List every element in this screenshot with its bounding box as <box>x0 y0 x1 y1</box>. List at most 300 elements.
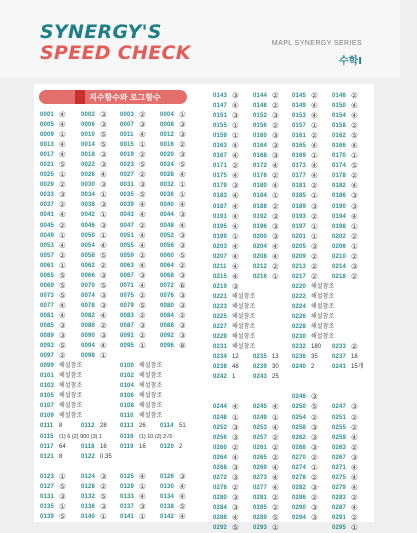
problem-number: 0257 <box>253 434 267 441</box>
answer-value: ③ <box>100 160 107 170</box>
problem-number: 0285 <box>253 504 267 511</box>
answer-value: ① <box>311 121 318 131</box>
problem-number: 0091 <box>120 333 134 340</box>
problem-number: 0267 <box>332 454 346 461</box>
answer-value: ③ <box>179 240 186 250</box>
answer-value: ④ <box>232 402 239 412</box>
answer-row <box>332 362 417 372</box>
problem-number: 0242 <box>213 374 227 381</box>
answer-value: 해설참조 <box>59 383 83 390</box>
problem-number: 0113 <box>120 423 134 430</box>
answer-value: ③ <box>100 220 107 230</box>
answer-value: ③ <box>100 290 107 300</box>
problem-number: 0151 <box>213 113 227 120</box>
problem-number: 0198 <box>332 223 346 230</box>
answer-value: ④ <box>100 170 107 180</box>
problem-number: 0099 <box>40 363 54 370</box>
answer-value: ① <box>351 523 358 533</box>
problem-number: 0082 <box>81 312 95 319</box>
answer-value: ④ <box>59 110 66 119</box>
answer-value: ② <box>272 101 279 111</box>
problem-number: 0010 <box>81 132 95 139</box>
problem-number: 0066 <box>81 272 95 279</box>
answer-value: 8 <box>59 423 63 430</box>
problem-number: 0112 <box>81 423 95 430</box>
problem-number: 0025 <box>40 172 54 179</box>
problem-number: 0027 <box>120 172 134 179</box>
problem-number: 0035 <box>120 192 134 199</box>
answer-value: ② <box>179 310 186 320</box>
answer-value: ③ <box>59 491 66 501</box>
problem-number: 0266 <box>292 444 306 451</box>
answer-value: ① <box>179 190 186 200</box>
problem-number: 0133 <box>120 493 134 500</box>
answer-value: ④ <box>179 491 186 501</box>
answer-value: ⑤ <box>179 250 186 260</box>
problem-number: 0281 <box>253 494 267 501</box>
answer-value: ② <box>232 482 239 492</box>
problem-number: 0209 <box>292 253 306 260</box>
problem-number: 0255 <box>332 424 346 431</box>
problem-number: 0245 <box>253 404 267 411</box>
problem-number: 0274 <box>292 464 306 471</box>
problem-number: 0156 <box>253 123 267 130</box>
answer-value: 28 <box>100 423 107 430</box>
answer-value: ① <box>232 231 239 241</box>
problem-number: 0092 <box>160 333 174 340</box>
answer-value: ② <box>272 442 279 452</box>
answer-value: ② <box>232 442 239 452</box>
answer-row <box>332 473 417 483</box>
answer-value: ④ <box>272 462 279 472</box>
answer-value: ⑧ <box>179 341 186 351</box>
answer-row <box>332 242 417 252</box>
problem-number: 0125 <box>120 473 134 480</box>
problem-number: 0101 <box>40 373 54 380</box>
problem-number: 0015 <box>120 142 134 149</box>
answer-value: ⑤ <box>139 160 146 170</box>
answer-value: ④ <box>232 101 239 111</box>
answer-value: ② <box>311 472 318 482</box>
answer-value: ④ <box>139 260 146 270</box>
problem-number: 0275 <box>332 474 346 481</box>
answer-row <box>332 232 417 242</box>
answer-value: ② <box>59 200 66 210</box>
problem-number: 0219 <box>213 283 227 290</box>
problem-number: 0084 <box>160 312 174 319</box>
answer-value: ② <box>59 351 66 361</box>
answer-row <box>332 252 417 262</box>
answer-value: ② <box>100 260 107 270</box>
problem-number: 0197 <box>292 223 306 230</box>
answer-value: ① <box>59 170 66 180</box>
problem-number: 0191 <box>213 213 227 220</box>
answer-value: 51 <box>179 423 186 430</box>
answer-value: ③ <box>311 201 318 211</box>
answer-value: ④ <box>232 151 239 161</box>
problem-number: 0056 <box>160 242 174 249</box>
answer-value: ③ <box>232 111 239 121</box>
problem-number: 0164 <box>253 143 267 150</box>
problem-number: 0080 <box>160 302 174 309</box>
problem-number: 0195 <box>213 223 227 230</box>
problem-number: 0268 <box>213 464 227 471</box>
problem-number: 0069 <box>40 282 54 289</box>
row-spacer <box>332 322 417 332</box>
problem-number: 0061 <box>40 262 54 269</box>
problem-number: 0072 <box>160 282 174 289</box>
answer-value: ④ <box>232 211 239 221</box>
answer-value: ③ <box>232 502 239 512</box>
answer-value: ① <box>311 191 318 201</box>
series-label: MAPL SYNERGY SERIES <box>271 40 362 47</box>
problem-number: 0181 <box>292 183 306 190</box>
answer-value: ③ <box>311 512 318 522</box>
answer-row <box>332 443 417 453</box>
problem-number: 0185 <box>292 193 306 200</box>
problem-number: 0179 <box>213 183 227 190</box>
answer-value: ② <box>311 261 318 271</box>
problem-number: 0062 <box>81 262 95 269</box>
row-spacer <box>332 382 417 392</box>
problem-number: 0038 <box>81 202 95 209</box>
answer-value: ④ <box>232 512 239 522</box>
problem-number: 0287 <box>332 504 346 511</box>
problem-number: 0217 <box>292 273 306 280</box>
answer-value: ④ <box>272 472 279 482</box>
answer-value: ② <box>139 170 146 180</box>
answer-value: ① <box>311 221 318 231</box>
answer-value: ④ <box>139 210 146 220</box>
problem-number: 0147 <box>213 103 227 110</box>
problem-number: 0159 <box>213 133 227 140</box>
problem-number: 0237 <box>332 354 346 361</box>
problem-number: 0194 <box>332 213 346 220</box>
problem-number: 0054 <box>81 242 95 249</box>
problem-number: 0162 <box>332 133 346 140</box>
problem-number: 0294 <box>292 514 306 521</box>
answer-row <box>332 222 417 232</box>
problem-number: 0153 <box>292 113 306 120</box>
answer-sheet <box>34 84 374 533</box>
answer-value: 해설참조 <box>232 293 256 300</box>
problem-number: 0048 <box>160 222 174 229</box>
answer-value: ② <box>311 211 318 221</box>
answer-value: ① <box>272 412 279 422</box>
problem-number: 0137 <box>120 503 134 510</box>
problem-number: 0138 <box>160 503 174 510</box>
answer-value: ④ <box>59 150 66 160</box>
problem-number: 0231 <box>213 344 227 351</box>
problem-number: 0265 <box>253 454 267 461</box>
problem-number: 0142 <box>160 513 174 520</box>
answer-value: 26 <box>139 423 146 430</box>
problem-number: 0042 <box>81 212 95 219</box>
problem-number: 0004 <box>160 112 174 118</box>
problem-number: 0187 <box>213 203 227 210</box>
answer-value: ③ <box>179 331 186 341</box>
problem-number: 0203 <box>213 243 227 250</box>
answer-row <box>332 101 417 111</box>
problem-number: 0204 <box>253 243 267 250</box>
problem-number: 0016 <box>160 142 174 149</box>
problem-number: 0277 <box>253 484 267 491</box>
answer-value: ⑤ <box>59 511 66 521</box>
problem-number: 0043 <box>120 212 134 219</box>
problem-number: 0192 <box>253 213 267 220</box>
answer-value: 30 <box>272 364 279 371</box>
problem-number: 0132 <box>81 493 95 500</box>
problem-number: 0001 <box>40 112 54 118</box>
problem-number: 0262 <box>292 434 306 441</box>
answer-column <box>332 91 417 533</box>
problem-number: 0273 <box>253 474 267 481</box>
problem-number: 0226 <box>292 314 306 321</box>
answer-row <box>332 141 417 151</box>
problem-number: 0250 <box>292 404 306 411</box>
problem-number: 0233 <box>332 344 346 351</box>
answer-value: ④ <box>272 422 279 432</box>
answer-value: 15개 <box>351 364 364 371</box>
answer-value: ④ <box>351 502 358 512</box>
answer-value: ④ <box>232 251 239 261</box>
answer-value: ② <box>351 422 358 432</box>
answer-value: ② <box>232 161 239 171</box>
problem-number: 0252 <box>213 424 227 431</box>
problem-number: 0165 <box>292 143 306 150</box>
answer-value: ④ <box>311 171 318 181</box>
answer-value: 35 <box>311 354 318 361</box>
problem-number: 0247 <box>332 404 346 411</box>
answer-row <box>332 352 417 362</box>
answer-row <box>332 171 417 181</box>
problem-number: 0222 <box>292 293 306 300</box>
answer-value: ② <box>311 91 318 100</box>
answer-value: ② <box>351 492 358 502</box>
answer-value: 해설참조 <box>232 334 256 341</box>
problem-number: 0037 <box>40 202 54 209</box>
problem-number: 0193 <box>292 213 306 220</box>
problem-number: 0271 <box>332 464 346 471</box>
answer-value: ⑤ <box>59 270 66 280</box>
answer-value: ② <box>59 250 66 260</box>
problem-number: 0046 <box>81 222 95 229</box>
answer-value: ④ <box>139 130 146 140</box>
answer-value: 2 <box>179 443 183 450</box>
answer-value: (1) 6 (2) 900 (3) 1 <box>59 433 103 440</box>
problem-number: 0261 <box>253 444 267 451</box>
answer-value: ④ <box>232 271 239 281</box>
problem-number: 0177 <box>292 173 306 180</box>
problem-number: 0055 <box>120 242 134 249</box>
answer-value: ② <box>351 412 358 422</box>
problem-number: 0173 <box>292 163 306 170</box>
problem-number: 0282 <box>292 484 306 491</box>
answer-value: ③ <box>232 281 239 291</box>
problem-number: 0122 <box>81 453 95 460</box>
answer-value: ② <box>100 481 107 491</box>
answer-value: ③ <box>100 200 107 210</box>
section-title: 지수함수와 로그함수 <box>89 93 161 102</box>
problem-number: 0086 <box>81 322 95 329</box>
answer-value: ③ <box>311 392 318 402</box>
answer-row <box>332 212 417 222</box>
answer-value: ① <box>100 210 107 220</box>
problem-number: 0200 <box>253 233 267 240</box>
answer-row <box>332 131 417 141</box>
problem-number: 0124 <box>81 473 95 480</box>
answer-value: ② <box>351 442 358 452</box>
answer-value: ② <box>311 492 318 502</box>
problem-number: 0263 <box>332 444 346 451</box>
answer-value: ③ <box>179 150 186 160</box>
problem-number: 0121 <box>40 453 54 460</box>
answer-value: ③ <box>311 502 318 512</box>
problem-number: 0155 <box>213 123 227 130</box>
answer-value: 해설참조 <box>311 303 335 310</box>
answer-row <box>332 181 417 191</box>
answer-value: ② <box>100 320 107 330</box>
problem-number: 0017 <box>40 152 54 159</box>
answer-value: ③ <box>311 482 318 492</box>
answer-value: 해설참조 <box>311 293 335 300</box>
problem-number: 0272 <box>213 474 227 481</box>
answer-value: ④ <box>59 140 66 150</box>
problem-number: 0239 <box>253 364 267 371</box>
answer-value: ⑤ <box>179 160 186 170</box>
answer-value: ④ <box>311 141 318 151</box>
answer-value: 해설참조 <box>232 314 256 321</box>
answer-value: ④ <box>232 171 239 181</box>
answer-value: ② <box>139 110 146 119</box>
answer-value: ④ <box>232 141 239 151</box>
problem-number: 0040 <box>160 202 174 209</box>
answer-value: ④ <box>351 101 358 111</box>
answer-value: ⑤ <box>139 300 146 310</box>
problem-number: 0063 <box>120 262 134 269</box>
problem-number: 0007 <box>120 122 134 129</box>
answer-value: ③ <box>272 231 279 241</box>
answer-row <box>332 503 417 513</box>
problem-number: 0154 <box>332 113 346 120</box>
answer-value: ③ <box>59 331 66 341</box>
answer-value: ① <box>311 151 318 161</box>
problem-number: 0100 <box>120 363 134 370</box>
answer-value: ④ <box>351 181 358 191</box>
problem-number: 0064 <box>160 262 174 269</box>
answer-value: ③ <box>100 150 107 160</box>
answer-value: 18 <box>351 354 358 361</box>
problem-number: 0083 <box>120 312 134 319</box>
problem-number: 0183 <box>213 193 227 200</box>
answer-value: ② <box>139 150 146 160</box>
problem-number: 0150 <box>332 103 346 110</box>
answer-value: 0.35 <box>100 453 112 460</box>
problem-number: 0105 <box>40 393 54 400</box>
answer-value: ③ <box>311 432 318 442</box>
problem-number: 0130 <box>160 483 174 490</box>
answer-value: 해설참조 <box>311 324 335 331</box>
answer-value: ② <box>351 91 358 100</box>
answer-value: ③ <box>232 432 239 442</box>
answer-value: ④ <box>232 191 239 201</box>
answer-value: 해설참조 <box>311 283 335 290</box>
answer-value: ④ <box>232 261 239 271</box>
answer-value: ③ <box>179 320 186 330</box>
answer-value: 해설참조 <box>59 393 83 400</box>
problem-number: 0109 <box>40 413 54 420</box>
problem-number: 0270 <box>292 454 306 461</box>
problem-number: 0146 <box>332 93 346 99</box>
answer-value: ① <box>59 260 66 270</box>
answer-value: ② <box>139 220 146 230</box>
answer-value: 해설참조 <box>139 373 163 380</box>
answer-value: ② <box>179 140 186 150</box>
answer-value: 해설참조 <box>311 334 335 341</box>
answer-value: ④ <box>232 221 239 231</box>
answer-value: ② <box>139 310 146 320</box>
problem-number: 0269 <box>253 464 267 471</box>
answer-value: 해설참조 <box>139 393 163 400</box>
answer-value: ③ <box>179 471 186 481</box>
problem-number: 0077 <box>40 302 54 309</box>
answer-value: ③ <box>351 261 358 271</box>
problem-number: 0060 <box>160 252 174 259</box>
problem-number: 0216 <box>253 273 267 280</box>
problem-number: 0013 <box>40 142 54 149</box>
answer-value: ② <box>272 91 279 100</box>
answer-value: ④ <box>179 220 186 230</box>
answer-value: ③ <box>100 120 107 130</box>
problem-number: 0246 <box>292 394 306 401</box>
logo-line-1: SYNERGY'S <box>40 21 162 43</box>
problem-number: 0076 <box>160 292 174 299</box>
answer-value: ④ <box>311 111 318 121</box>
problem-number: 0108 <box>120 403 134 410</box>
answer-value: ① <box>179 110 186 119</box>
problem-number: 0152 <box>253 113 267 120</box>
problem-number: 0206 <box>332 243 346 250</box>
answer-value: ④ <box>351 141 358 151</box>
answer-value: ④ <box>59 300 66 310</box>
answer-value: ④ <box>351 432 358 442</box>
answer-value: ② <box>311 181 318 191</box>
problem-number: 0241 <box>332 364 346 371</box>
problem-number: 0047 <box>120 222 134 229</box>
subject-title: 수학Ⅰ <box>338 56 362 67</box>
answer-value: ② <box>272 121 279 131</box>
problem-number: 0022 <box>81 162 95 169</box>
problem-number: 0050 <box>81 232 95 239</box>
row-spacer <box>332 392 417 402</box>
problem-number: 0145 <box>292 93 306 99</box>
answer-value: ⑤ <box>59 481 66 491</box>
answer-value: ⑤ <box>311 402 318 412</box>
answer-value: 180 <box>311 344 322 351</box>
answer-value: ④ <box>179 511 186 521</box>
answer-value: 해설참조 <box>139 363 163 370</box>
problem-number: 0068 <box>160 272 174 279</box>
problem-number: 0034 <box>81 192 95 199</box>
problem-number: 0065 <box>40 272 54 279</box>
section-header <box>39 90 187 104</box>
answer-value: ④ <box>232 201 239 211</box>
answer-value: ③ <box>179 230 186 240</box>
answer-value: ④ <box>59 240 66 250</box>
answer-value: ④ <box>179 200 186 210</box>
section-tab-marker <box>75 90 85 104</box>
problem-number: 0117 <box>40 443 54 450</box>
